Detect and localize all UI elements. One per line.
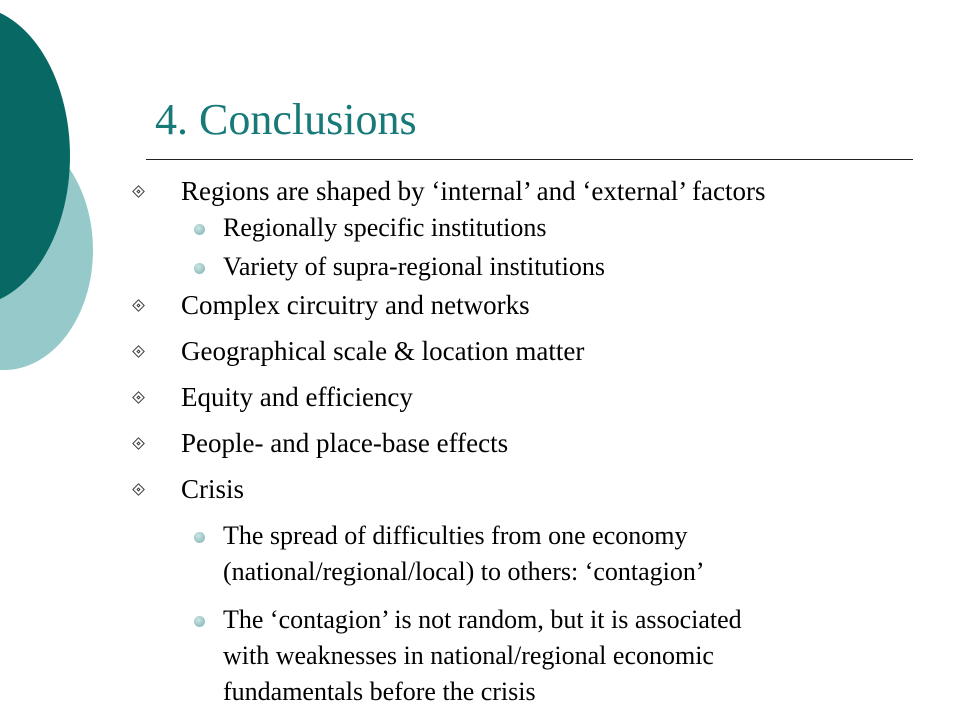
sub-bullet-line: with weaknesses in national/regional economic <box>223 641 714 670</box>
diamond-bullet-icon <box>132 345 145 358</box>
round-bullet-icon <box>194 224 205 235</box>
sub-bullet-line: Regionally specific institutions <box>223 213 547 242</box>
sub-bullet-text <box>223 249 605 285</box>
sub-bullet-line: The spread of difficulties from one economy <box>223 521 688 550</box>
round-bullet-icon <box>194 616 205 627</box>
bullet-text: Equity and efficiency <box>181 382 413 412</box>
sub-bullet-line: Variety of supra-regional institutions <box>223 252 605 281</box>
sub-bullet-text <box>223 210 547 246</box>
diamond-bullet-icon <box>132 437 145 450</box>
sub-bullet-line: fundamentals before the crisis <box>223 677 536 706</box>
diamond-bullet-icon <box>132 483 145 496</box>
bullet-text: Geographical scale & location matter <box>181 336 585 366</box>
title-divider <box>146 159 913 160</box>
bullet-text: Complex circuitry and networks <box>181 290 530 320</box>
bullet-text: Crisis <box>181 474 245 504</box>
sub-bullet-line: The ‘contagion’ is not random, but it is associated <box>223 605 742 634</box>
sub-bullet-text <box>223 518 705 590</box>
bullet-text: Regions are shaped by ‘internal’ and ‘external’ factors <box>181 176 766 206</box>
slide-title: 4. Conclusions <box>155 95 417 144</box>
bullet-text: People- and place-base effects <box>181 428 509 458</box>
diamond-bullet-icon <box>132 299 145 312</box>
round-bullet-icon <box>194 263 205 274</box>
diamond-bullet-icon <box>132 185 145 198</box>
round-bullet-icon <box>194 532 205 543</box>
diamond-bullet-icon <box>132 391 145 404</box>
sub-bullet-text <box>223 602 742 710</box>
sub-bullet-line: (national/regional/local) to others: ‘contagion’ <box>223 557 705 586</box>
